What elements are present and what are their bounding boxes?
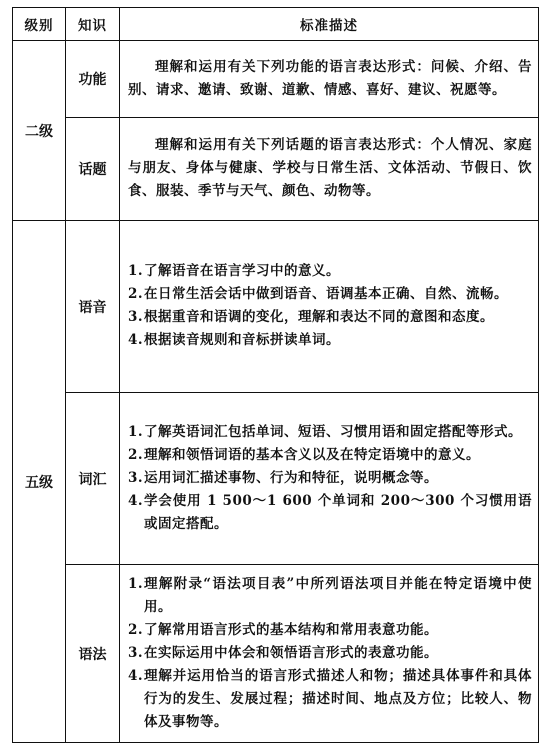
list-item [128, 467, 532, 490]
header-description: 标准描述 [120, 8, 539, 41]
list-item [128, 642, 532, 665]
item-text: 根据读音规则和音标拼读单词。 [144, 332, 340, 348]
list-item [128, 444, 532, 467]
list-item [128, 283, 532, 306]
item-number: 3. [128, 309, 144, 325]
item-number: 1. [128, 423, 144, 440]
item-number: 3. [128, 469, 144, 486]
item-text: 学会使用 1 500～1 600 个单词和 200～300 个习惯用语或固定搭配。 [144, 492, 532, 532]
list-item [128, 665, 532, 734]
description-cell [120, 565, 539, 743]
table-header-row [13, 8, 539, 41]
item-number: 4. [128, 492, 144, 509]
description-text: 理解和运用有关下列功能的语言表达形式：问候、介绍、告别、请求、邀请、致谢、道歉、情感、喜好、建议、祝愿等。 [128, 58, 532, 98]
item-number: 2. [128, 621, 144, 638]
table-row [13, 565, 539, 743]
list-item [128, 619, 532, 642]
list-item [128, 573, 532, 619]
table-row [13, 221, 539, 393]
description-cell [120, 41, 539, 118]
list-item [128, 260, 532, 283]
item-number: 4. [128, 667, 144, 684]
knowledge-cell: 语音 [66, 221, 120, 393]
level-cell: 二级 [13, 41, 66, 221]
description-list [128, 260, 532, 352]
item-text: 运用词汇描述事物、行为和特征，说明概念等。 [144, 469, 438, 486]
item-text: 理解并运用恰当的语言形式描述人和物；描述具体事件和具体行为的发生、发展过程；描述时间、地点及方位；比较人、物体及事物等。 [144, 667, 532, 730]
item-text: 在日常生活会话中做到语音、语调基本正确、自然、流畅。 [144, 286, 508, 302]
item-text: 根据重音和语调的变化，理解和表达不同的意图和态度。 [144, 309, 494, 325]
item-text: 了解英语词汇包括单词、短语、习惯用语和固定搭配等形式。 [144, 423, 522, 440]
item-text: 理解和领悟词语的基本含义以及在特定语境中的意义。 [144, 446, 480, 463]
item-text: 理解附录“语法项目表”中所列语法项目并能在特定语境中使用。 [144, 575, 532, 615]
knowledge-cell: 功能 [66, 41, 120, 118]
item-number: 3. [128, 644, 144, 661]
knowledge-cell: 语法 [66, 565, 120, 743]
description-text: 理解和运用有关下列话题的语言表达形式：个人情况、家庭与朋友、身体与健康、学校与日常生活、文体活动、节假日、饮食、服装、季节与天气、颜色、动物等。 [128, 137, 532, 199]
item-text: 了解语音在语言学习中的意义。 [144, 263, 340, 279]
curriculum-standards-table [12, 7, 539, 743]
table-row [13, 118, 539, 221]
list-item [128, 421, 532, 444]
header-level: 级别 [13, 8, 66, 41]
description-cell [120, 393, 539, 565]
item-number: 1. [128, 575, 144, 592]
knowledge-cell: 词汇 [66, 393, 120, 565]
description-list [128, 421, 532, 536]
list-item [128, 306, 532, 329]
item-number: 1. [128, 263, 144, 279]
header-knowledge: 知识 [66, 8, 120, 41]
item-number: 2. [128, 446, 144, 463]
item-number: 2. [128, 286, 144, 302]
level-cell: 五级 [13, 221, 66, 743]
item-text: 了解常用语言形式的基本结构和常用表意功能。 [144, 621, 438, 638]
item-number: 4. [128, 332, 144, 348]
description-cell [120, 118, 539, 221]
description-list [128, 573, 532, 734]
list-item [128, 329, 532, 352]
list-item [128, 490, 532, 536]
description-cell [120, 221, 539, 393]
knowledge-cell: 话题 [66, 118, 120, 221]
item-text: 在实际运用中体会和领悟语言形式的表意功能。 [144, 644, 438, 661]
table-row [13, 393, 539, 565]
table-row [13, 41, 539, 118]
